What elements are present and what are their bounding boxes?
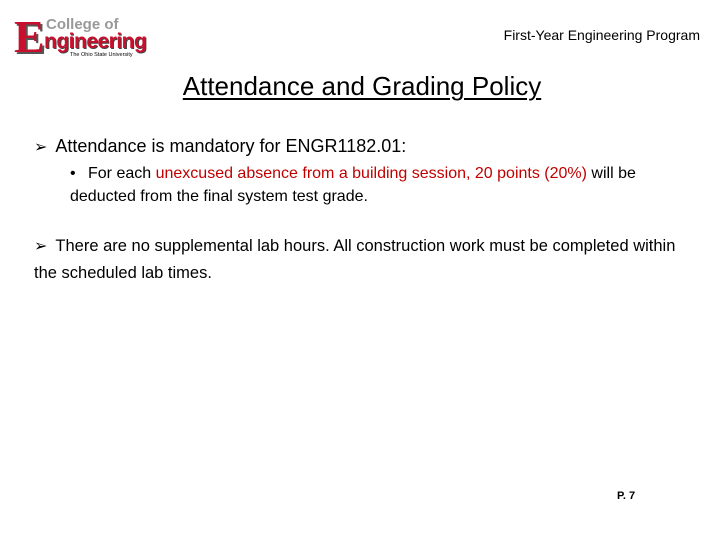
sub-text-part3: will be deducted from the final system test grade. bbox=[70, 165, 636, 205]
bullet-text: Attendance is mandatory for ENGR1182.01: bbox=[55, 136, 407, 156]
program-name: First-Year Engineering Program bbox=[503, 27, 700, 43]
bullet-text: There are no supplemental lab hours. All construction work must be completed within the scheduled lab times. bbox=[34, 237, 676, 282]
bullet-lab-hours bbox=[34, 233, 694, 286]
dot-bullet-icon: • bbox=[70, 165, 76, 182]
sub-bullet-absence bbox=[70, 162, 690, 208]
sub-text-part1: For each bbox=[88, 165, 156, 182]
bullet-attendance bbox=[34, 136, 406, 157]
slide-title: Attendance and Grading Policy bbox=[182, 71, 542, 101]
sub-text-highlight: unexcused absence from a building session, 20 points (20%) bbox=[155, 165, 587, 182]
logo-letter: E bbox=[14, 11, 45, 62]
logo-top-text: College of bbox=[46, 16, 119, 33]
logo-main-text: ngineering bbox=[44, 30, 147, 53]
college-logo bbox=[14, 11, 168, 62]
arrow-bullet-icon: ➢ bbox=[34, 238, 48, 255]
page-number: P. 7 bbox=[617, 490, 636, 502]
arrow-bullet-icon: ➢ bbox=[34, 139, 48, 156]
logo-sub-text: The Ohio State University bbox=[70, 52, 133, 58]
